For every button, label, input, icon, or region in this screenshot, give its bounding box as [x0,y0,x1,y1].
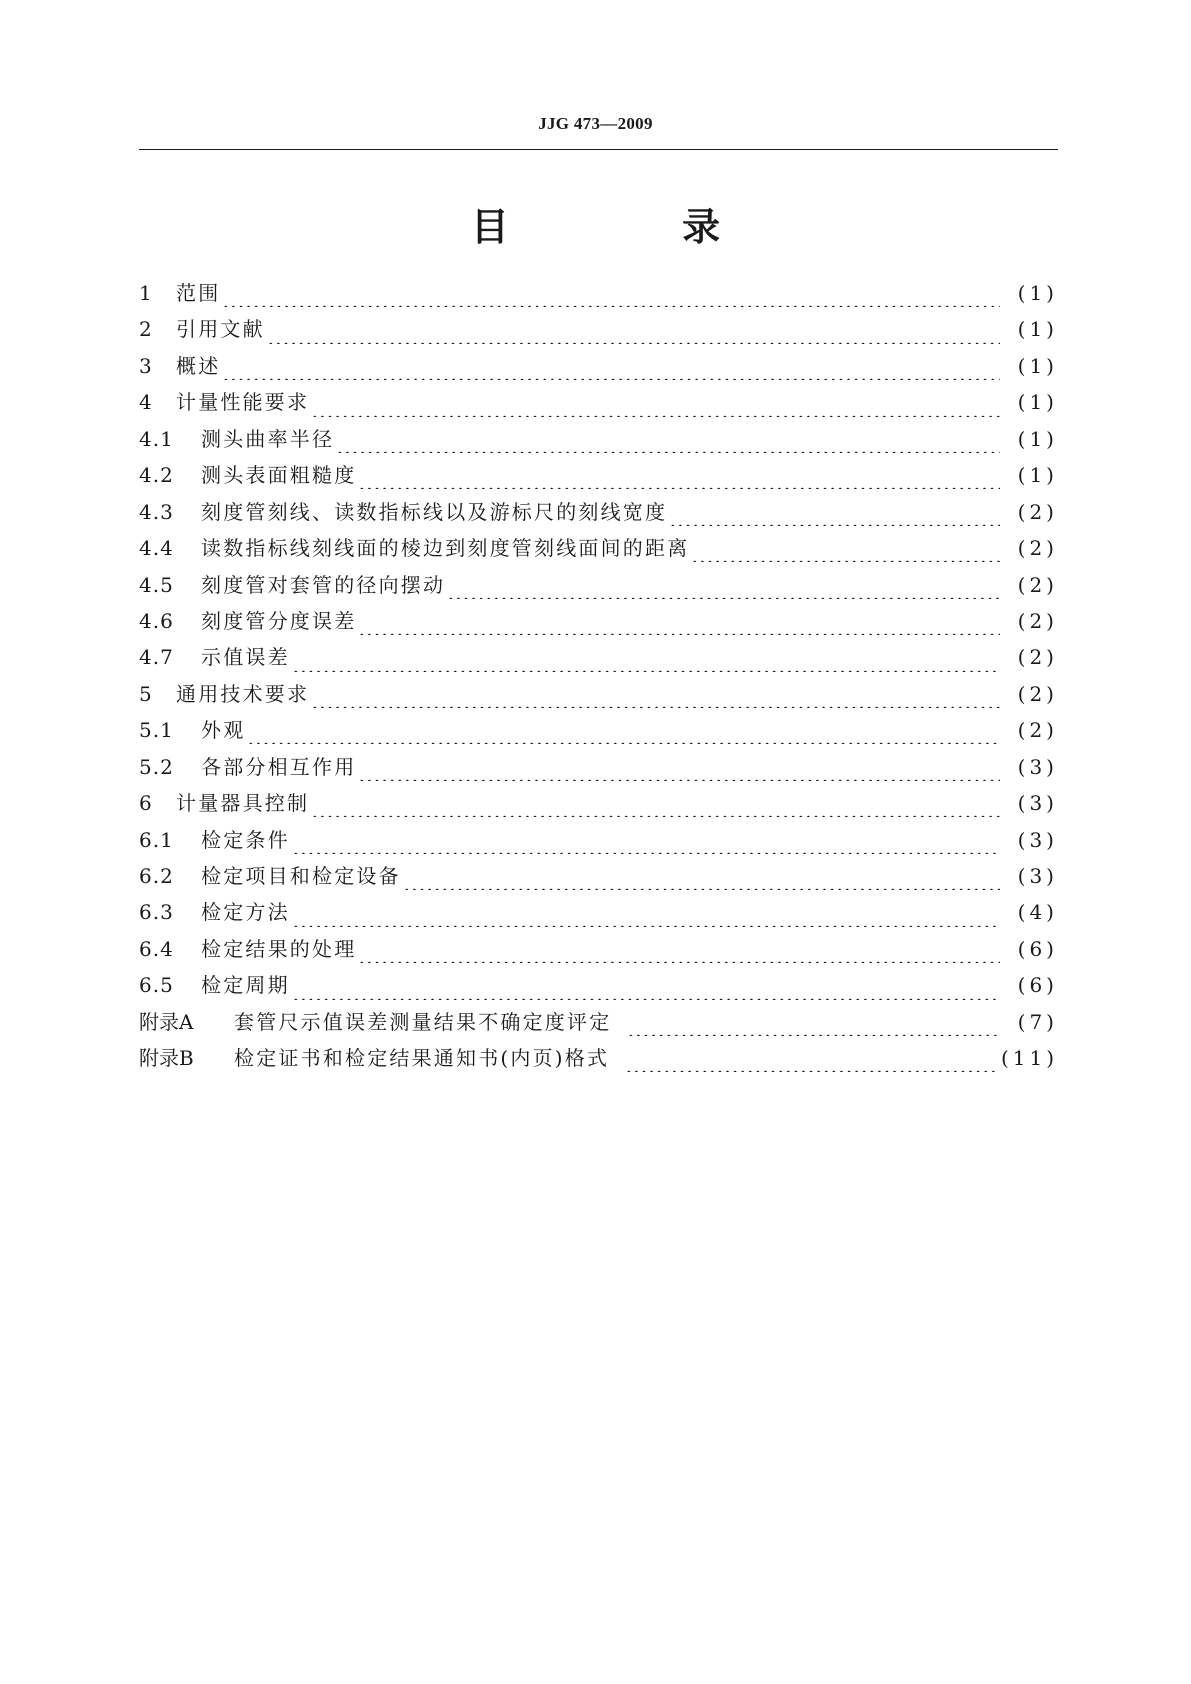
toc-entry-title: 读数指标线刻线面的棱边到刻度管刻线面间的距离 [201,536,690,561]
toc-entry-6-5[interactable] [139,970,1058,1006]
toc-entry-4-6[interactable] [139,606,1058,642]
toc-entry-number: 5 [139,681,153,706]
dot-leader [292,658,1000,672]
dot-leader [222,293,1000,307]
toc-entry-5-1[interactable] [139,715,1058,751]
dot-leader [247,730,1000,744]
toc-entry-4-5[interactable] [139,570,1058,606]
toc-entry-number: 6.3 [139,900,174,925]
toc-entry-page: (1) [1017,426,1058,451]
toc-entry-number: 4.7 [139,645,174,670]
toc-entry-page: (3) [1017,791,1058,816]
toc-entry-title: 检定周期 [201,973,290,998]
toc-entry-title: 示值误差 [201,645,290,670]
toc-entry-title: 检定条件 [201,827,290,852]
dot-leader [222,366,1000,380]
toc-entry-number: 4 [139,390,153,415]
toc-entry-page: (2) [1017,718,1058,743]
toc-entry-title: 测头表面粗糙度 [201,463,357,488]
toc-entry-title: 各部分相互作用 [201,754,357,779]
toc-entry-number: 6.5 [139,973,174,998]
toc-entry-page: (2) [1017,681,1058,706]
toc-entry-4-2[interactable] [139,460,1058,496]
dot-leader [292,913,1000,927]
toc-entry-page: (1) [1017,463,1058,488]
toc-entry-number: 4.1 [139,426,174,451]
toc-entry-number: 6.4 [139,936,174,961]
toc-entry-page: (2) [1017,608,1058,633]
toc-title: 目 录 [470,205,801,249]
toc-entry-page: (1) [1017,281,1058,305]
toc-entry-number: 4.5 [139,572,174,597]
toc-entry-title: 概述 [176,353,221,378]
toc-entry-4-3[interactable] [139,497,1058,533]
toc-entry-5[interactable] [139,679,1058,715]
toc-entry-page: (6) [1017,973,1058,998]
dot-leader [358,621,1000,635]
toc-entry-2[interactable] [139,314,1058,350]
toc-entry-number: 6.1 [139,827,174,852]
toc-entry-page: (1) [1017,353,1058,378]
toc-entry-title: 刻度管刻线、读数指标线以及游标尺的刻线宽度 [201,499,668,524]
document-code-header: JJG 473—2009 [538,114,653,133]
dot-leader [358,949,1000,963]
dot-leader [311,694,1000,708]
toc-entry-6-3[interactable] [139,897,1058,933]
dot-leader [292,986,1000,1000]
toc-entry-page: (3) [1017,827,1058,852]
table-of-contents [139,278,1058,1080]
dot-leader [311,403,1000,417]
dot-leader [627,1022,1000,1036]
dot-leader [267,330,1000,344]
toc-entry-page: (2) [1017,645,1058,670]
dot-leader [336,439,1000,453]
toc-entry-1[interactable] [139,278,1058,314]
toc-entry-4-7[interactable] [139,642,1058,678]
toc-entry-title: 通用技术要求 [176,681,310,706]
toc-entry-5-2[interactable] [139,752,1058,788]
dot-leader [292,840,1000,854]
toc-entry-number: 附录A [139,1009,194,1034]
toc-entry-page: (1) [1017,390,1058,415]
toc-entry-title: 刻度管对套管的径向摆动 [201,572,446,597]
dot-leader [625,1058,995,1072]
toc-entry-title: 检定结果的处理 [201,936,357,961]
toc-entry-title: 检定方法 [201,900,290,925]
toc-entry-page: (3) [1017,754,1058,779]
toc-entry-3[interactable] [139,351,1058,387]
toc-entry-title: 范围 [176,281,221,305]
dot-leader [691,548,1000,562]
toc-entry-number: 5.2 [139,754,174,779]
toc-entry-number: 3 [139,353,153,378]
toc-entry-page: (2) [1017,536,1058,561]
dot-leader [447,585,1000,599]
toc-entry-6-4[interactable] [139,934,1058,970]
header-divider [139,149,1058,150]
toc-entry-page: (6) [1017,936,1058,961]
dot-leader [403,876,1000,890]
toc-entry-number: 6.2 [139,864,174,888]
toc-entry-page: (2) [1017,499,1058,524]
toc-entry-number: 附录B [139,1046,194,1071]
toc-entry-number: 5.1 [139,718,174,743]
toc-entry-title: 引用文献 [176,317,265,342]
toc-entry-number: 4.3 [139,499,174,524]
toc-entry-page: (4) [1017,900,1058,925]
toc-entry-number: 4.2 [139,463,174,488]
dot-leader [358,475,1000,489]
dot-leader [669,512,1000,526]
toc-entry-title: 测头曲率半径 [201,426,335,451]
toc-entry-6[interactable] [139,788,1058,824]
toc-entry-number: 4.4 [139,536,174,561]
toc-entry-4-1[interactable] [139,424,1058,460]
toc-entry-page: (7) [1017,1009,1058,1034]
toc-entry-title: 计量器具控制 [176,791,310,816]
dot-leader [311,803,1000,817]
toc-entry-title: 外观 [201,718,246,743]
toc-entry-number: 6 [139,791,153,816]
toc-entry-appendix-b[interactable] [139,1043,1058,1079]
toc-entry-4[interactable] [139,387,1058,423]
toc-entry-number: 4.6 [139,608,174,633]
toc-entry-title: 刻度管分度误差 [201,608,357,633]
toc-entry-title: 检定项目和检定设备 [201,864,401,888]
toc-entry-6-1[interactable] [139,825,1058,861]
toc-entry-title: 计量性能要求 [176,390,310,415]
toc-entry-page: (11) [1000,1046,1058,1071]
dot-leader [358,767,1000,781]
toc-entry-6-2[interactable] [139,861,1058,897]
toc-entry-4-4[interactable] [139,533,1058,569]
toc-entry-page: (3) [1017,864,1058,888]
toc-entry-number: 1 [139,281,153,305]
toc-entry-number: 2 [139,317,153,342]
toc-entry-title: 套管尺示值误差测量结果不确定度评定 [234,1009,612,1034]
toc-entry-title: 检定证书和检定结果通知书(内页)格式 [234,1046,610,1071]
toc-entry-appendix-a[interactable] [139,1007,1058,1043]
toc-entry-page: (2) [1017,572,1058,597]
toc-entry-page: (1) [1017,317,1058,342]
